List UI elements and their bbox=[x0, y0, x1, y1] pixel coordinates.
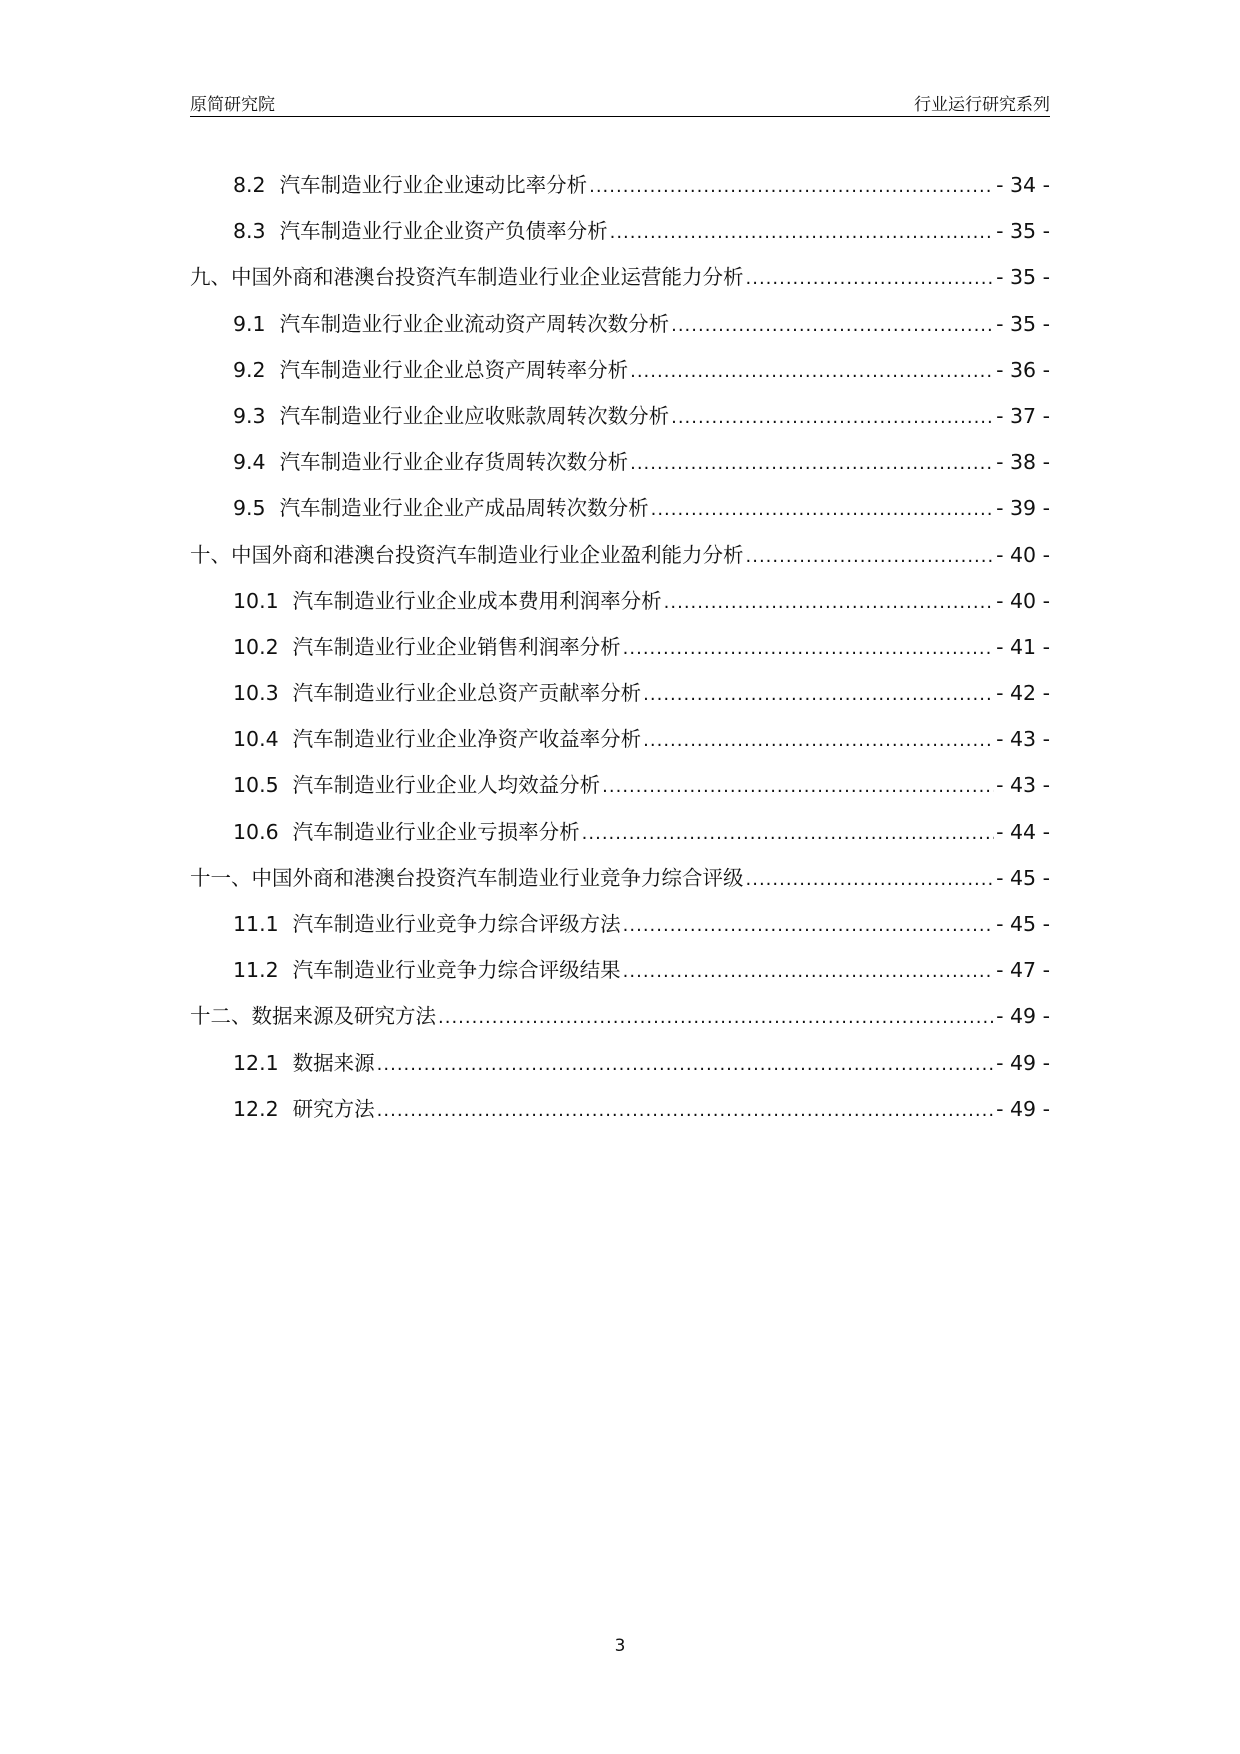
table-of-contents bbox=[190, 168, 1050, 1138]
toc-entry-page: - 39 - bbox=[996, 496, 1050, 521]
toc-entry-number: 9.1 bbox=[233, 311, 266, 336]
toc-entry-title: 汽车制造业行业企业成本费用利润率分析 bbox=[292, 588, 662, 613]
toc-entry[interactable] bbox=[190, 491, 1050, 537]
toc-entry[interactable] bbox=[190, 999, 1050, 1045]
toc-entry-title: 研究方法 bbox=[292, 1096, 375, 1121]
toc-entry-page: - 43 - bbox=[996, 727, 1050, 752]
toc-entry-number: 10.3 bbox=[233, 681, 279, 706]
toc-entry-page: - 35 - bbox=[996, 311, 1050, 336]
toc-entry-page: - 45 - bbox=[996, 912, 1050, 936]
toc-entry-page: - 35 - bbox=[996, 265, 1050, 290]
toc-dot-leader bbox=[610, 222, 994, 243]
toc-dot-leader bbox=[377, 1100, 994, 1121]
toc-dot-leader bbox=[746, 869, 995, 890]
toc-entry[interactable] bbox=[190, 260, 1050, 306]
toc-entry-page: - 37 - bbox=[996, 403, 1050, 428]
toc-entry[interactable] bbox=[190, 1092, 1050, 1138]
toc-entry-title: 汽车制造业行业企业人均效益分析 bbox=[292, 773, 601, 798]
toc-entry-number: 9.2 bbox=[233, 357, 266, 382]
toc-entry-number: 8.2 bbox=[233, 173, 266, 197]
toc-dot-leader bbox=[377, 1054, 994, 1075]
toc-entry[interactable] bbox=[190, 168, 1050, 214]
toc-entry-page: - 35 - bbox=[996, 219, 1050, 244]
toc-entry-title: 汽车制造业行业企业总资产贡献率分析 bbox=[292, 681, 642, 706]
toc-entry-page: - 42 - bbox=[996, 681, 1050, 706]
toc-dot-leader bbox=[651, 499, 994, 520]
toc-dot-leader bbox=[671, 315, 994, 336]
toc-dot-leader bbox=[643, 684, 994, 705]
toc-entry-number: 9.3 bbox=[233, 403, 266, 428]
toc-entry-number: 10.4 bbox=[233, 727, 279, 752]
toc-entry-title: 汽车制造业行业企业亏损率分析 bbox=[292, 819, 580, 844]
toc-entry[interactable] bbox=[190, 722, 1050, 768]
toc-entry[interactable] bbox=[190, 353, 1050, 399]
toc-entry-title: 汽车制造业行业企业应收账款周转次数分析 bbox=[279, 403, 670, 428]
toc-entry[interactable] bbox=[190, 584, 1050, 630]
toc-entry-page: - 49 - bbox=[996, 1004, 1050, 1029]
toc-entry-title: 汽车制造业行业企业速动比率分析 bbox=[279, 173, 588, 197]
toc-dot-leader bbox=[664, 592, 994, 613]
toc-entry-title: 汽车制造业行业竞争力综合评级结果 bbox=[292, 958, 621, 983]
toc-dot-leader bbox=[630, 453, 994, 474]
toc-entry[interactable] bbox=[190, 768, 1050, 814]
header-series-name: 行业运行研究系列 bbox=[914, 95, 1050, 115]
toc-entry-page: - 43 - bbox=[996, 773, 1050, 798]
toc-entry[interactable] bbox=[190, 445, 1050, 491]
toc-entry-number: 10.5 bbox=[233, 773, 279, 798]
toc-entry-page: - 45 - bbox=[996, 865, 1050, 890]
toc-entry-page: - 40 - bbox=[996, 542, 1050, 567]
toc-entry-title: 十二、数据来源及研究方法 bbox=[190, 1004, 436, 1029]
toc-entry-number: 10.2 bbox=[233, 634, 279, 659]
toc-entry-number: 10.1 bbox=[233, 588, 279, 613]
toc-entry-title: 汽车制造业行业企业流动资产周转次数分析 bbox=[279, 311, 670, 336]
toc-entry-title: 十、中国外商和港澳台投资汽车制造业行业企业盈利能力分析 bbox=[190, 542, 744, 567]
toc-entry-title: 汽车制造业行业企业资产负债率分析 bbox=[279, 219, 608, 244]
toc-entry[interactable] bbox=[190, 1046, 1050, 1092]
toc-entry[interactable] bbox=[190, 953, 1050, 999]
toc-entry-number: 11.2 bbox=[233, 958, 279, 983]
toc-entry-page: - 34 - bbox=[996, 173, 1050, 197]
toc-entry-title: 汽车制造业行业企业销售利润率分析 bbox=[292, 634, 621, 659]
toc-entry-title: 汽车制造业行业企业净资产收益率分析 bbox=[292, 727, 642, 752]
toc-entry-page: - 41 - bbox=[996, 634, 1050, 659]
toc-entry-page: - 47 - bbox=[996, 958, 1050, 983]
toc-entry[interactable] bbox=[190, 399, 1050, 445]
header-org-name: 原简研究院 bbox=[190, 95, 275, 115]
toc-dot-leader bbox=[746, 546, 995, 567]
toc-entry-number: 12.2 bbox=[233, 1096, 279, 1121]
toc-entry[interactable] bbox=[190, 630, 1050, 676]
toc-dot-leader bbox=[746, 268, 995, 289]
toc-entry[interactable] bbox=[190, 861, 1050, 907]
toc-dot-leader bbox=[671, 407, 994, 428]
toc-entry-page: - 49 - bbox=[996, 1050, 1050, 1075]
toc-entry-page: - 40 - bbox=[996, 588, 1050, 613]
toc-entry-title: 九、中国外商和港澳台投资汽车制造业行业企业运营能力分析 bbox=[190, 265, 744, 290]
toc-dot-leader bbox=[623, 961, 994, 982]
toc-entry-title: 十一、中国外商和港澳台投资汽车制造业行业竞争力综合评级 bbox=[190, 865, 744, 890]
toc-entry-page: - 36 - bbox=[996, 357, 1050, 382]
toc-entry-number: 10.6 bbox=[233, 819, 279, 844]
toc-entry-number: 12.1 bbox=[233, 1050, 279, 1075]
toc-entry[interactable] bbox=[190, 815, 1050, 861]
toc-entry[interactable] bbox=[190, 307, 1050, 353]
page-number: 3 bbox=[614, 1636, 626, 1656]
toc-dot-leader bbox=[623, 638, 994, 659]
toc-entry-page: - 44 - bbox=[996, 819, 1050, 844]
toc-dot-leader bbox=[623, 915, 994, 936]
toc-entry-number: 9.5 bbox=[233, 496, 266, 521]
toc-entry[interactable] bbox=[190, 907, 1050, 953]
toc-entry-title: 汽车制造业行业企业存货周转次数分析 bbox=[279, 450, 629, 475]
toc-dot-leader bbox=[582, 823, 994, 844]
toc-entry-title: 汽车制造业行业企业产成品周转次数分析 bbox=[279, 496, 649, 521]
toc-entry-number: 11.1 bbox=[233, 912, 279, 936]
toc-entry[interactable] bbox=[190, 676, 1050, 722]
toc-dot-leader bbox=[630, 361, 994, 382]
toc-entry-title: 数据来源 bbox=[292, 1050, 375, 1075]
toc-entry-page: - 49 - bbox=[996, 1096, 1050, 1121]
toc-entry-title: 汽车制造业行业竞争力综合评级方法 bbox=[292, 912, 621, 936]
toc-entry-number: 9.4 bbox=[233, 450, 266, 475]
toc-entry-page: - 38 - bbox=[996, 450, 1050, 475]
toc-dot-leader bbox=[438, 1007, 994, 1028]
toc-entry-number: 8.3 bbox=[233, 219, 266, 244]
toc-entry[interactable] bbox=[190, 214, 1050, 260]
page-header bbox=[190, 88, 1050, 117]
toc-dot-leader bbox=[643, 730, 994, 751]
toc-dot-leader bbox=[589, 176, 994, 197]
toc-entry-title: 汽车制造业行业企业总资产周转率分析 bbox=[279, 357, 629, 382]
toc-dot-leader bbox=[602, 776, 994, 797]
toc-entry[interactable] bbox=[190, 538, 1050, 584]
